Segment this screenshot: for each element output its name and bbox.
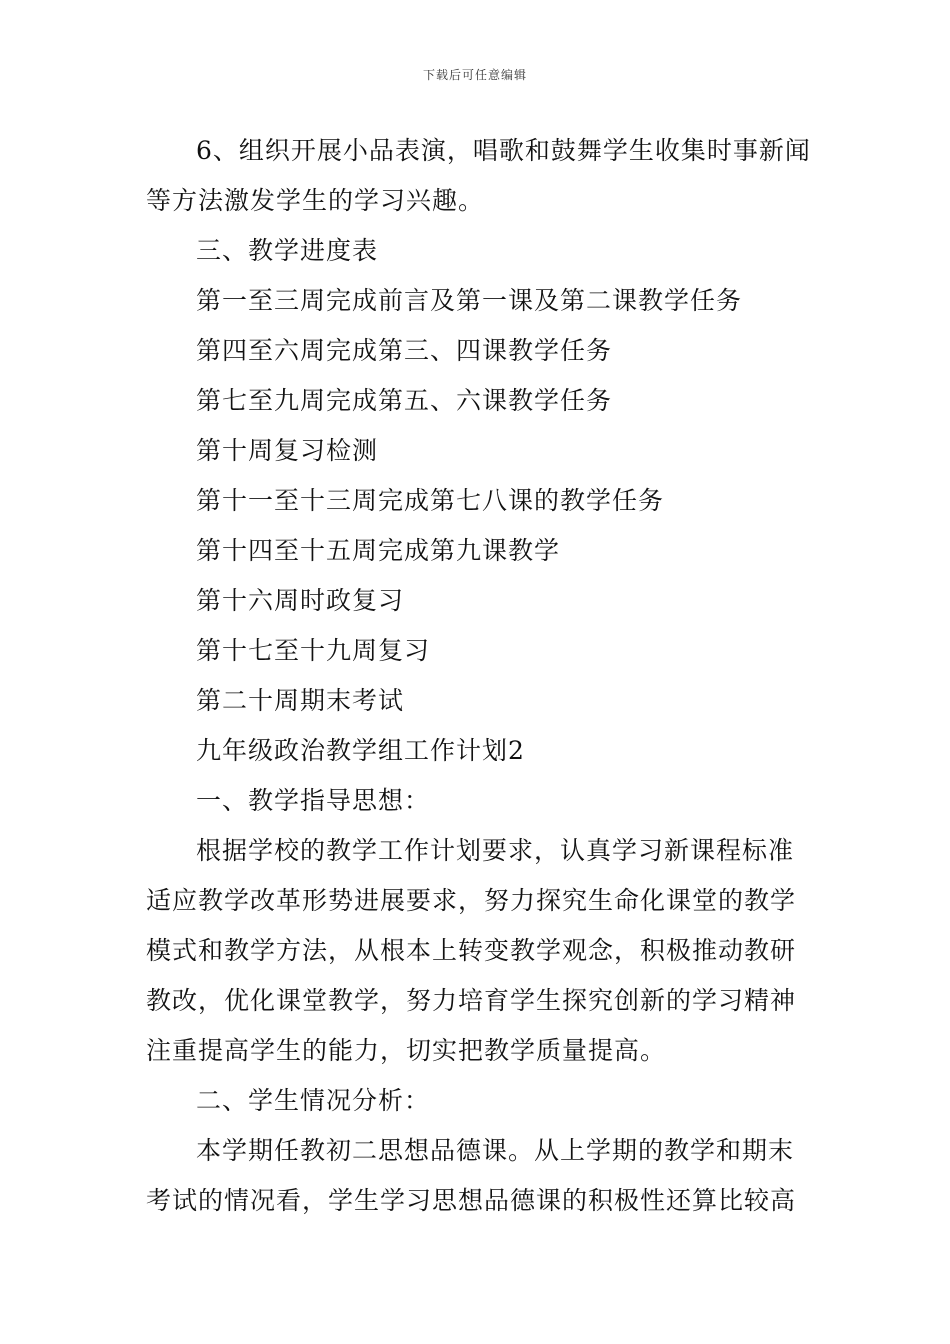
text-line: 第二十周期末考试 <box>196 686 405 715</box>
text-line: 模式和教学方法，从根本上转变教学观念，积极推动教研 <box>146 936 797 965</box>
text-line: 第十周复习检测 <box>196 436 379 465</box>
text-line: 第四至六周完成第三、四课教学任务 <box>196 336 613 365</box>
text-line: 三、教学进度表 <box>196 236 379 265</box>
text-line: 第十六周时政复习 <box>196 586 405 615</box>
text-line: 根据学校的教学工作计划要求，认真学习新课程标准 <box>196 836 795 865</box>
text-line: 6、组织开展小品表演，唱歌和鼓舞学生收集时事新闻 <box>196 136 811 165</box>
text-line: 注重提高学生的能力，切实把教学质量提高。 <box>146 1036 667 1065</box>
text-line: 第十一至十三周完成第七八课的教学任务 <box>196 486 665 515</box>
text-line: 第十四至十五周完成第九课教学 <box>196 536 561 565</box>
text-line: 一、教学指导思想： <box>196 786 431 815</box>
text-line: 第七至九周完成第五、六课教学任务 <box>196 386 613 415</box>
text-line: 第十七至十九周复习 <box>196 636 431 665</box>
header-note: 下载后可任意编辑 <box>422 68 527 82</box>
text-line: 教改，优化课堂教学，努力培育学生探究创新的学习精神 <box>146 986 797 1015</box>
text-line: 等方法激发学生的学习兴趣。 <box>146 186 485 215</box>
text-line: 考试的情况看，学生学习思想品德课的积极性还算比较高 <box>146 1186 797 1215</box>
document-body <box>146 126 811 1226</box>
text-line: 九年级政治教学组工作计划2 <box>196 736 525 765</box>
text-line: 本学期任教初二思想品德课。从上学期的教学和期末 <box>196 1136 795 1165</box>
text-line: 二、学生情况分析： <box>196 1086 431 1115</box>
text-line: 第一至三周完成前言及第一课及第二课教学任务 <box>196 286 743 315</box>
text-line: 适应教学改革形势进展要求，努力探究生命化课堂的教学 <box>146 886 797 915</box>
